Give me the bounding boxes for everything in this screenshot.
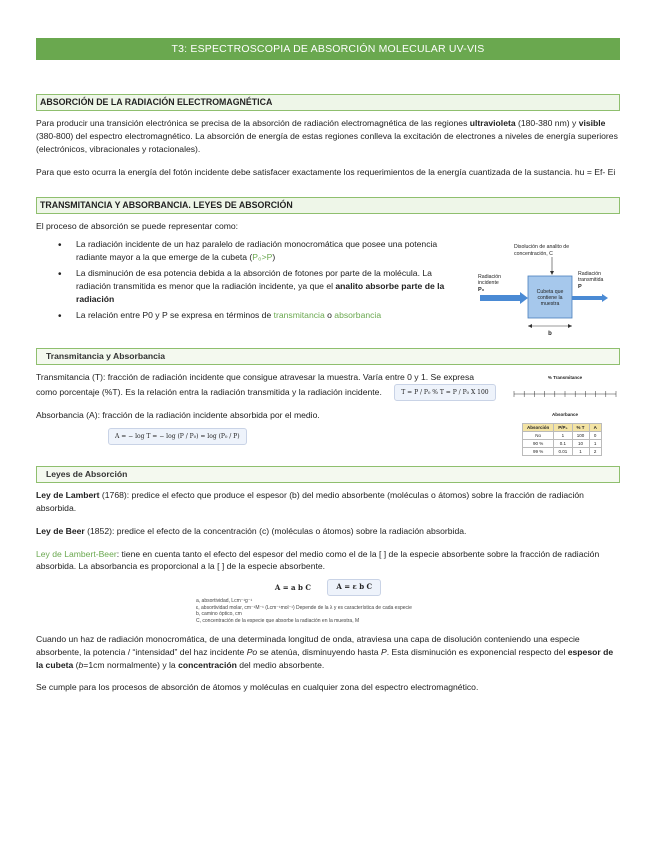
- equation-notes: [196, 598, 620, 625]
- table-row: [523, 431, 602, 439]
- cuvette-label-2: contiene la: [537, 295, 563, 302]
- paragraph-transmitancia: [36, 371, 496, 401]
- table-row: [523, 439, 602, 447]
- table-row: [523, 447, 602, 455]
- absorption-diagram: [470, 242, 620, 342]
- table-cell: 10: [572, 439, 589, 447]
- incident-beam-arrow: [520, 292, 528, 304]
- table-cell: 99 %: [523, 447, 554, 455]
- italic-b: b: [78, 659, 84, 670]
- diagram-right-label-2: transmitida: [578, 277, 604, 284]
- transmitted-beam-arrow: [602, 294, 608, 302]
- text: La disminución de esa potencia debida a la absorción de fotones por parte de la molécula. La radiación transmitida es menor que la radiación incidente, ya que el: [76, 268, 432, 292]
- paragraph-intro: El proceso de absorción se puede representar como:: [36, 220, 239, 231]
- bullets-column: [36, 232, 460, 342]
- equation-abc: A = a b C: [274, 582, 311, 592]
- bold-visible: visible: [578, 118, 606, 128]
- bold-espesor: espesor de la cubeta: [36, 646, 614, 670]
- path-arrow-left: [528, 324, 532, 328]
- transmitancia-text: [36, 365, 496, 455]
- table-cell: 90 %: [523, 439, 554, 447]
- bold-ultravioleta: ultravioleta: [469, 118, 516, 128]
- text: (1852): predice el efecto de la concentración (c) (moléculas o átomos) sobre la radiación absorbida.: [84, 525, 467, 536]
- text: La radiación incidente de un haz paralelo de radiación monocromática que posee una potencia radiante mayor a la que emerge de la cubeta (: [76, 239, 438, 263]
- bullets-row: [36, 232, 620, 342]
- incident-beam: [480, 295, 520, 301]
- cuvette-label-1: Cubeta que: [536, 289, 564, 296]
- lambert-beer-equations: [36, 579, 620, 596]
- text: o: [324, 309, 335, 320]
- text: Para producir una transición electrónica se precisa de la absorción de radiación electromagnética de las regiones: [36, 118, 470, 128]
- bold-concentracion: concentración: [178, 659, 237, 670]
- text: (180-380 nm) y: [515, 118, 579, 128]
- scale-title: % Transmitance: [547, 375, 583, 381]
- paragraph-ley-lambert-beer: [36, 548, 620, 574]
- table-cell: 0.01: [554, 447, 572, 455]
- paragraph-absorcion-1: [36, 117, 620, 156]
- absorption-table-body: [523, 423, 602, 455]
- text: Cuando un haz de radiación monocromática, de una determinada longitud de onda, atraviesa una capa de disolución conteniendo una especie absorbente, la potencia / “intensidad” del haz incidente: [36, 633, 580, 657]
- bullet-1: [76, 238, 460, 264]
- subsection-heading-leyes: Leyes de Absorción: [36, 466, 620, 483]
- table-cell: P/P₀: [554, 423, 572, 431]
- table-cell: 1: [589, 439, 601, 447]
- cuvette-label-3: muestra: [540, 301, 560, 308]
- table-cell: 0.1: [554, 439, 572, 447]
- paragraph-ley-lambert: [36, 489, 620, 515]
- table-cell: 2: [589, 447, 601, 455]
- transmitancia-row: [36, 365, 620, 455]
- text: (1768): predice el efecto que produce el espesor (b) del medio absorbente (moléculas o átomos) sobre la fracción de radiación absorbida.: [36, 489, 584, 513]
- absorption-diagram-svg: [470, 242, 620, 342]
- text: : tiene en cuenta tanto el efecto del espesor del medio como el de la [ ] de la especie absorbente sobre la fracción de radiación absorbida. La absorbancia es proporcional a la [ ] de la especie absorbente.: [36, 548, 600, 572]
- path-length-label: b: [548, 331, 552, 338]
- text: =1cm normalmente) y la: [83, 659, 179, 670]
- diagram-left-label-3: P₀: [478, 287, 485, 294]
- paragraph-ley-beer: [36, 525, 620, 538]
- diagram-left-label-2: incidente: [478, 280, 499, 287]
- path-arrow-right: [568, 324, 572, 328]
- diagram-pointer-arrow: [550, 271, 554, 275]
- table-row: [523, 423, 602, 431]
- paragraph-absorcion-2: Para que esto ocurra la energía del fotón incidente debe satisfacer exactamente los requerimientos de la energía cuantizada de la sustancia. hu = Ef- Ei: [36, 166, 616, 177]
- table-cell: % T: [572, 423, 589, 431]
- equation-ebc: A = ε b C: [327, 579, 381, 596]
- text: . Esta disminución es exponencial respecto del: [386, 646, 568, 657]
- absorbance-formula: A = − log T = − log (P / P₀) = log (P₀ / P): [108, 428, 247, 445]
- bullet-3: [76, 309, 460, 322]
- table-cell: 1: [554, 431, 572, 439]
- note-b: b, camino óptico, cm: [196, 611, 242, 618]
- scale-bottom-label: Absorbance: [551, 412, 578, 418]
- green-ley-lambert-beer: Ley de Lambert-Beer: [36, 548, 117, 559]
- diagram-right-label-1: Radiación: [578, 271, 602, 278]
- paragraph-cumple: Se cumple para los procesos de absorción de átomos y moléculas en cualquier zona del espectro electromagnético.: [36, 682, 479, 693]
- italic-p: P: [380, 646, 387, 657]
- document-page: [36, 38, 620, 694]
- note-a: a, absortividad, Lcm⁻¹g⁻¹: [196, 597, 253, 604]
- table-cell: 1: [572, 447, 589, 455]
- document-title: T3: ESPECTROSCOPIA DE ABSORCIÓN MOLECULAR UV-VIS: [36, 38, 620, 60]
- transmitance-formula: T = P / P₀ % T = P / P₀ X 100: [394, 384, 495, 401]
- transmitance-scale-figure: [510, 365, 620, 455]
- text: se atenúa, disminuyendo hasta: [257, 646, 381, 657]
- absorbance-formula-wrap: [36, 428, 496, 445]
- text: (: [73, 659, 79, 670]
- bold-ley-lambert: Ley de Lambert: [36, 489, 100, 500]
- section-heading-absorcion: ABSORCIÓN DE LA RADIACIÓN ELECTROMAGNÉTICA: [36, 94, 620, 111]
- table-cell: 0: [589, 431, 601, 439]
- diagram-top-label-1: Disolución de analito de: [514, 244, 570, 251]
- table-cell: A: [589, 423, 601, 431]
- diagram-top-label-2: concentración, C: [514, 251, 553, 258]
- table-cell: No: [523, 431, 554, 439]
- green-transmitancia: transmitancia: [273, 309, 325, 320]
- transmitted-beam: [572, 296, 602, 300]
- text: del medio absorbente.: [236, 659, 325, 670]
- table-cell: Absorción: [523, 423, 554, 431]
- bold-ley-beer: Ley de Beer: [36, 525, 85, 536]
- note-epsilon: ε, absortividad molar, cm⁻¹M⁻¹ (Lcm⁻¹mol⁻¹) Depende de la λ y es característica de cada especie: [196, 604, 412, 611]
- bullet-2: [76, 267, 460, 306]
- scale-svg: [510, 382, 620, 408]
- text: (380-800) del espectro electromagnético. La absorción de energía de estas regiones conlleva la excitación de electrones a niveles de energía superiores (electrónicos, vibracionales y rotacionales).: [36, 130, 618, 154]
- bold-text: analito absorbe parte de la radiación: [76, 281, 445, 305]
- diagram-left-label-1: Radiación: [478, 274, 502, 281]
- paragraph-absorbancia: Absorbancia (A): fracción de la radiación incidente absorbida por el medio.: [36, 410, 320, 421]
- text: La relación entre P0 y P se expresa en términos de: [76, 309, 274, 320]
- text: ): [272, 252, 276, 263]
- paragraph-haz: [36, 633, 620, 672]
- bullet-list: [36, 238, 460, 321]
- green-absorbancia: absorbancia: [334, 309, 382, 320]
- subsection-heading-transmitancia: Transmitancia y Absorbancia: [36, 348, 620, 365]
- section-heading-transmitancia: TRANSMITANCIA Y ABSORBANCIA. LEYES DE ABSORCIÓN: [36, 197, 620, 214]
- text: Transmitancia (T): fracción de radiación incidente que consigue atravesar la muestra. Varía entre 0 y 1. Se expresa como porcentaje (%T). Es la relación entra la radiación transmitida y la radiación incidente.: [36, 372, 475, 398]
- diagram-right-label-3: P: [578, 284, 582, 291]
- table-cell: 100: [572, 431, 589, 439]
- note-c: C, concentración de la especie que absorbe la radiación en la muestra, M: [196, 618, 360, 625]
- absorption-table: [522, 423, 602, 456]
- green-text: P₀>P: [252, 252, 273, 263]
- italic-po: Po: [246, 646, 258, 657]
